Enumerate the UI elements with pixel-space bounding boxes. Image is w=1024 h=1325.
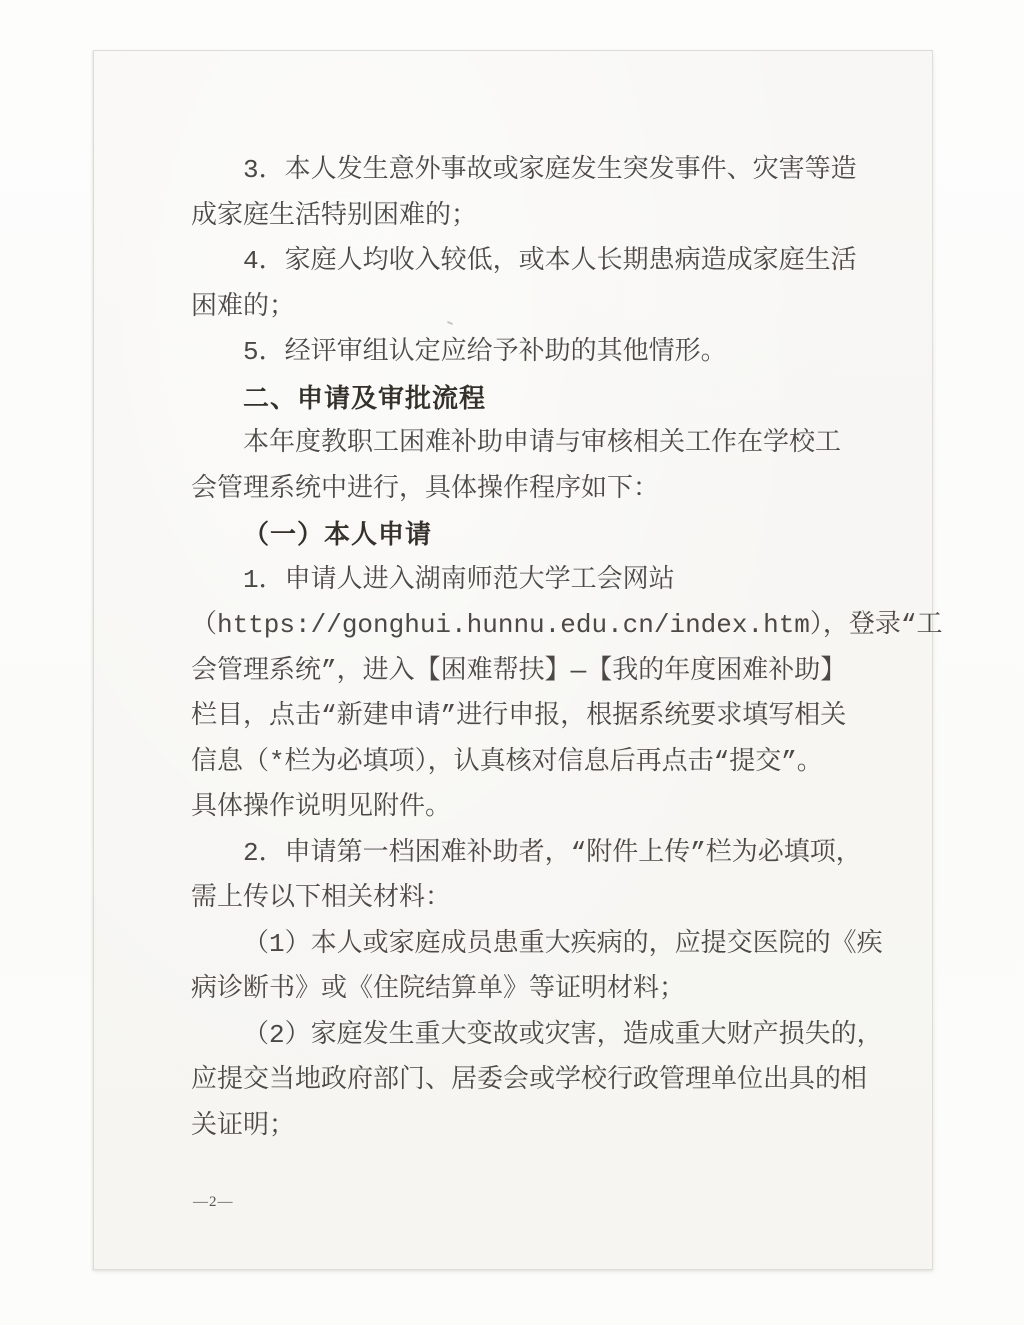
text-line: 病诊断书》或《住院结算单》等证明材料； bbox=[191, 974, 686, 1004]
text-line: 会管理系统”，进入【困难帮扶】—【我的年度困难补助】 bbox=[191, 655, 847, 686]
page-number: —2— bbox=[193, 1194, 234, 1210]
text-line: 本年度教职工困难补助申请与审核相关工作在学校工 bbox=[243, 428, 842, 458]
text-line: 信息（*栏为必填项），认真核对信息后再点击“提交”。 bbox=[191, 746, 823, 777]
text-line: 关证明； bbox=[191, 1110, 296, 1141]
document-body bbox=[191, 148, 943, 1149]
text-line: （1）本人或家庭成员患重大疾病的，应提交医院的《疾 bbox=[243, 928, 883, 959]
text-line-url: （https://gonghui.hunnu.edu.cn/index.htm），登录“工 bbox=[191, 610, 943, 640]
text-line: 3．本人发生意外事故或家庭发生突发事件、灾害等造 bbox=[243, 155, 857, 185]
text-line: 5．经评审组认定应给予补助的其他情形。 bbox=[243, 337, 727, 367]
text-line: （2）家庭发生重大变故或灾害，造成重大财产损失的， bbox=[243, 1019, 883, 1050]
text-line: 困难的； bbox=[191, 291, 296, 322]
text-line: 1．申请人进入湖南师范大学工会网站 bbox=[243, 564, 675, 595]
section-heading: 二、申请及审批流程 bbox=[243, 382, 487, 413]
text-line: 应提交当地政府部门、居委会或学校行政管理单位出具的相 bbox=[191, 1065, 868, 1095]
text-line: 需上传以下相关材料： bbox=[191, 883, 452, 913]
text-line: 4．家庭人均收入较低，或本人长期患病造成家庭生活 bbox=[243, 246, 857, 276]
text-line: 2．申请第一档困难补助者，“附件上传”栏为必填项， bbox=[243, 837, 862, 868]
text-line: 栏目，点击“新建申请”进行申报，根据系统要求填写相关 bbox=[191, 701, 847, 731]
subsection-heading: （一）本人申请 bbox=[243, 519, 433, 549]
text-line: 会管理系统中进行，具体操作程序如下： bbox=[191, 473, 660, 504]
text-line: 成家庭生活特别困难的； bbox=[191, 200, 478, 231]
text-line: 具体操作说明见附件。 bbox=[191, 792, 452, 822]
document-page bbox=[93, 50, 943, 1270]
